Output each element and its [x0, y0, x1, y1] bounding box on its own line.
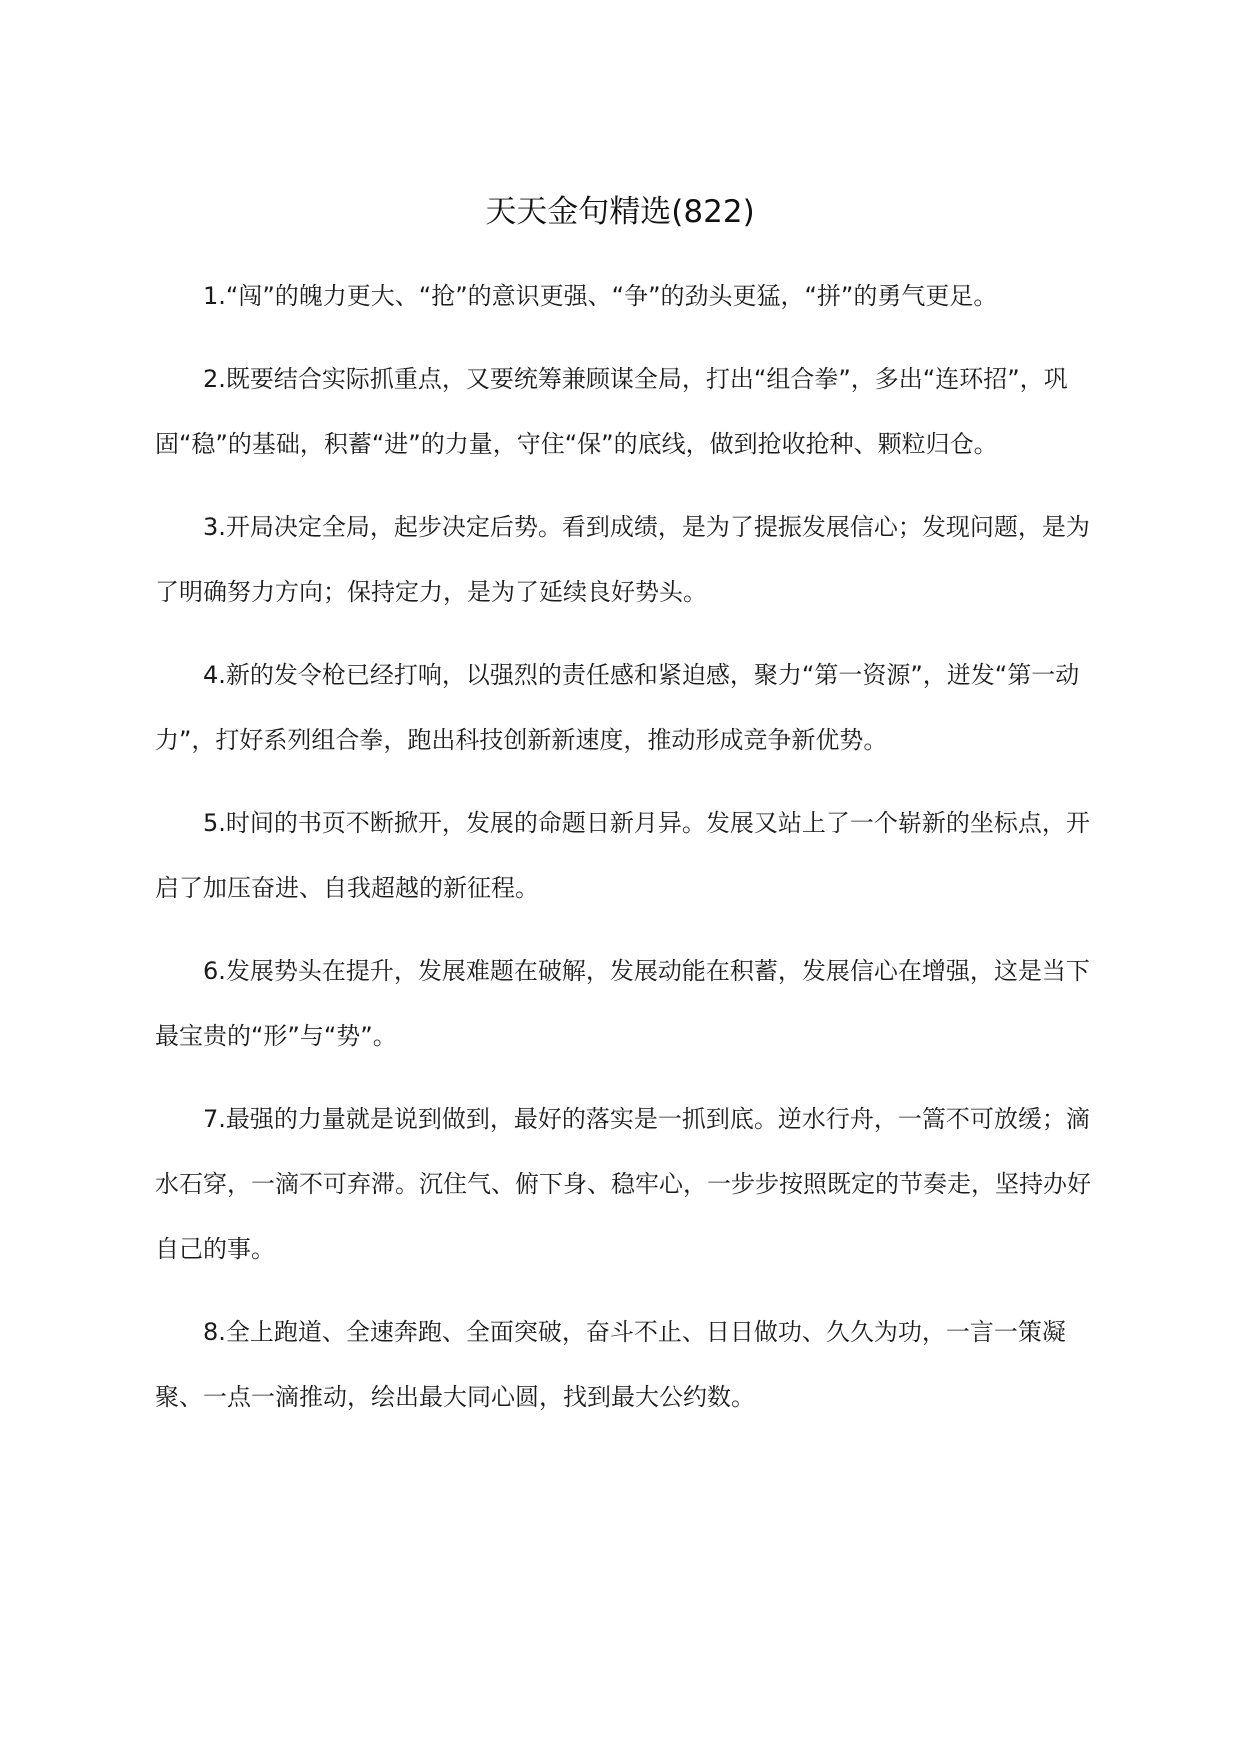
- quote-paragraph-2: 2.既要结合实际抓重点，又要统筹兼顾谋全局，打出“组合拳”，多出“连环招”，巩固“稳”的基础，积蓄“进”的力量，守住“保”的底线，做到抢收抢种、颗粒归仓。: [155, 365, 1068, 458]
- document-body: [155, 264, 1095, 1448]
- quote-paragraph-8: 8.全上跑道、全速奔跑、全面突破，奋斗不止、日日做功、久久为功，一言一策凝聚、一点一滴推动，绘出最大同心圆，找到最大公约数。: [155, 1318, 1066, 1411]
- quote-paragraph-1: 1.“闯”的魄力更大、“抢”的意识更强、“争”的劲头更猛，“拼”的勇气更足。: [203, 282, 998, 310]
- document-title: 天天金句精选(822): [485, 194, 755, 230]
- quote-paragraph-6: 6.发展势头在提升，发展难题在破解，发展动能在积蓄，发展信心在增强，这是当下最宝贵的“形”与“势”。: [155, 957, 1090, 1050]
- quote-paragraph-4: 4.新的发令枪已经打响，以强烈的责任感和紧迫感，聚力“第一资源”，迸发“第一动力”，打好系列组合拳，跑出科技创新新速度，推动形成竞争新优势。: [155, 661, 1080, 754]
- quote-paragraph-3: 3.开局决定全局，起步决定后势。看到成绩，是为了提振发展信心；发现问题，是为了明确努力方向；保持定力，是为了延续良好势头。: [155, 513, 1090, 606]
- quote-paragraph-7: 7.最强的力量就是说到做到，最好的落实是一抓到底。逆水行舟，一篙不可放缓；滴水石穿，一滴不可弃滞。沉住气、俯下身、稳牢心，一步步按照既定的节奏走，坚持办好自己的事。: [155, 1105, 1091, 1263]
- quote-paragraph-5: 5.时间的书页不断掀开，发展的命题日新月异。发展又站上了一个崭新的坐标点，开启了加压奋进、自我超越的新征程。: [155, 809, 1090, 902]
